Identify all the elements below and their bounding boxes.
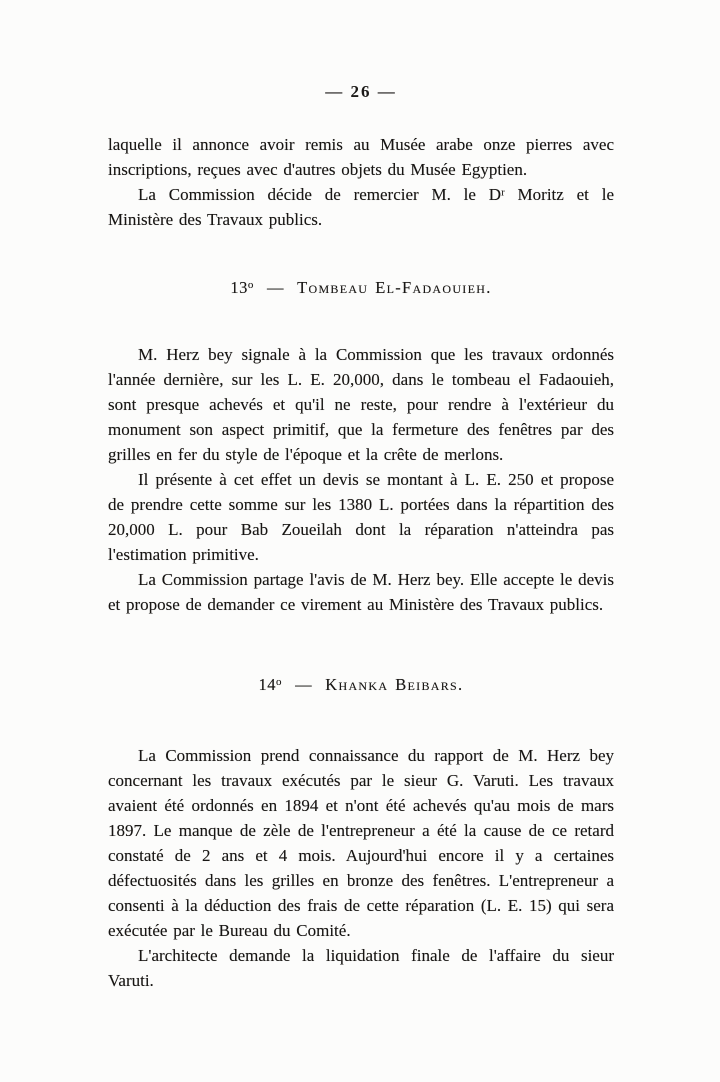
text-block — [108, 132, 614, 993]
paragraph-rapport-varuti: La Commission prend connaissance du rapport de M. Herz bey concernant les travaux exécutés par le sieur G. Varuti. Les travaux avaient été ordonnés en 1894 et n'ont été achevés qu'au mois de mars 1897. Le manque de zèle de l'entrepreneur a été la cause de ce retard constaté de 2 ans et 4 mois. Aujourd'hui encore il y a certaines défectuosités dans les grilles en bronze des fenêtres. L'entrepreneur a consenti à la déduction des frais de cette réparation (L. E. 15) qui sera exécutée par le Bureau du Comité. — [108, 746, 614, 940]
page-header — [108, 82, 614, 102]
paragraph-herz-signale: M. Herz bey signale à la Commission que les travaux ordonnés l'année dernière, sur les L. E. 20,000, dans le tombeau el Fadaouieh, sont presque achevés et qu'il ne reste, pour rendre à l'extérieur du monument son aspect primitif, que la fermeture des fenêtres par des grilles en fer du style de l'époque et la crête de merlons. — [108, 345, 614, 464]
section-number: 14 — [258, 675, 277, 694]
paragraph-devis: Il présente à cet effet un devis se montant à L. E. 250 et propose de prendre cette somme sur les 1380 L. portées dans la répartition des 20,000 L. pour Bab Zoueilah dont la réparation n'atteindra pas l'estimation primitive. — [108, 470, 614, 564]
section-title: Tombeau El-Fadaouieh. — [297, 278, 492, 297]
section-heading-khanka-beibars — [108, 673, 614, 697]
paragraph-continuation: laquelle il annonce avoir remis au Musée arabe onze pierres avec inscriptions, reçues avec d'autres objets du Musée Egyptien. — [108, 135, 614, 179]
section-heading-tombeau-el-fadaouieh — [108, 276, 614, 300]
paragraph-commission-decision: La Commission décide de remercier M. le Dʳ Moritz et le Ministère des Travaux publics. — [108, 185, 614, 229]
page-number: — 26 — — [325, 82, 397, 101]
paragraph-architecte-liquidation: L'architecte demande la liquidation finale de l'affaire du sieur Varuti. — [108, 946, 614, 990]
ordinal-indicator: o — [247, 279, 254, 291]
paragraph-commission-partage: La Commission partage l'avis de M. Herz bey. Elle accepte le devis et propose de demander ce virement au Ministère des Travaux publics. — [108, 570, 614, 614]
section-dash: — — [295, 675, 312, 694]
ordinal-indicator: o — [276, 676, 282, 688]
section-number: 13 — [230, 278, 248, 297]
section-title: Khanka Beibars. — [325, 675, 464, 694]
section-dash: — — [266, 278, 284, 297]
